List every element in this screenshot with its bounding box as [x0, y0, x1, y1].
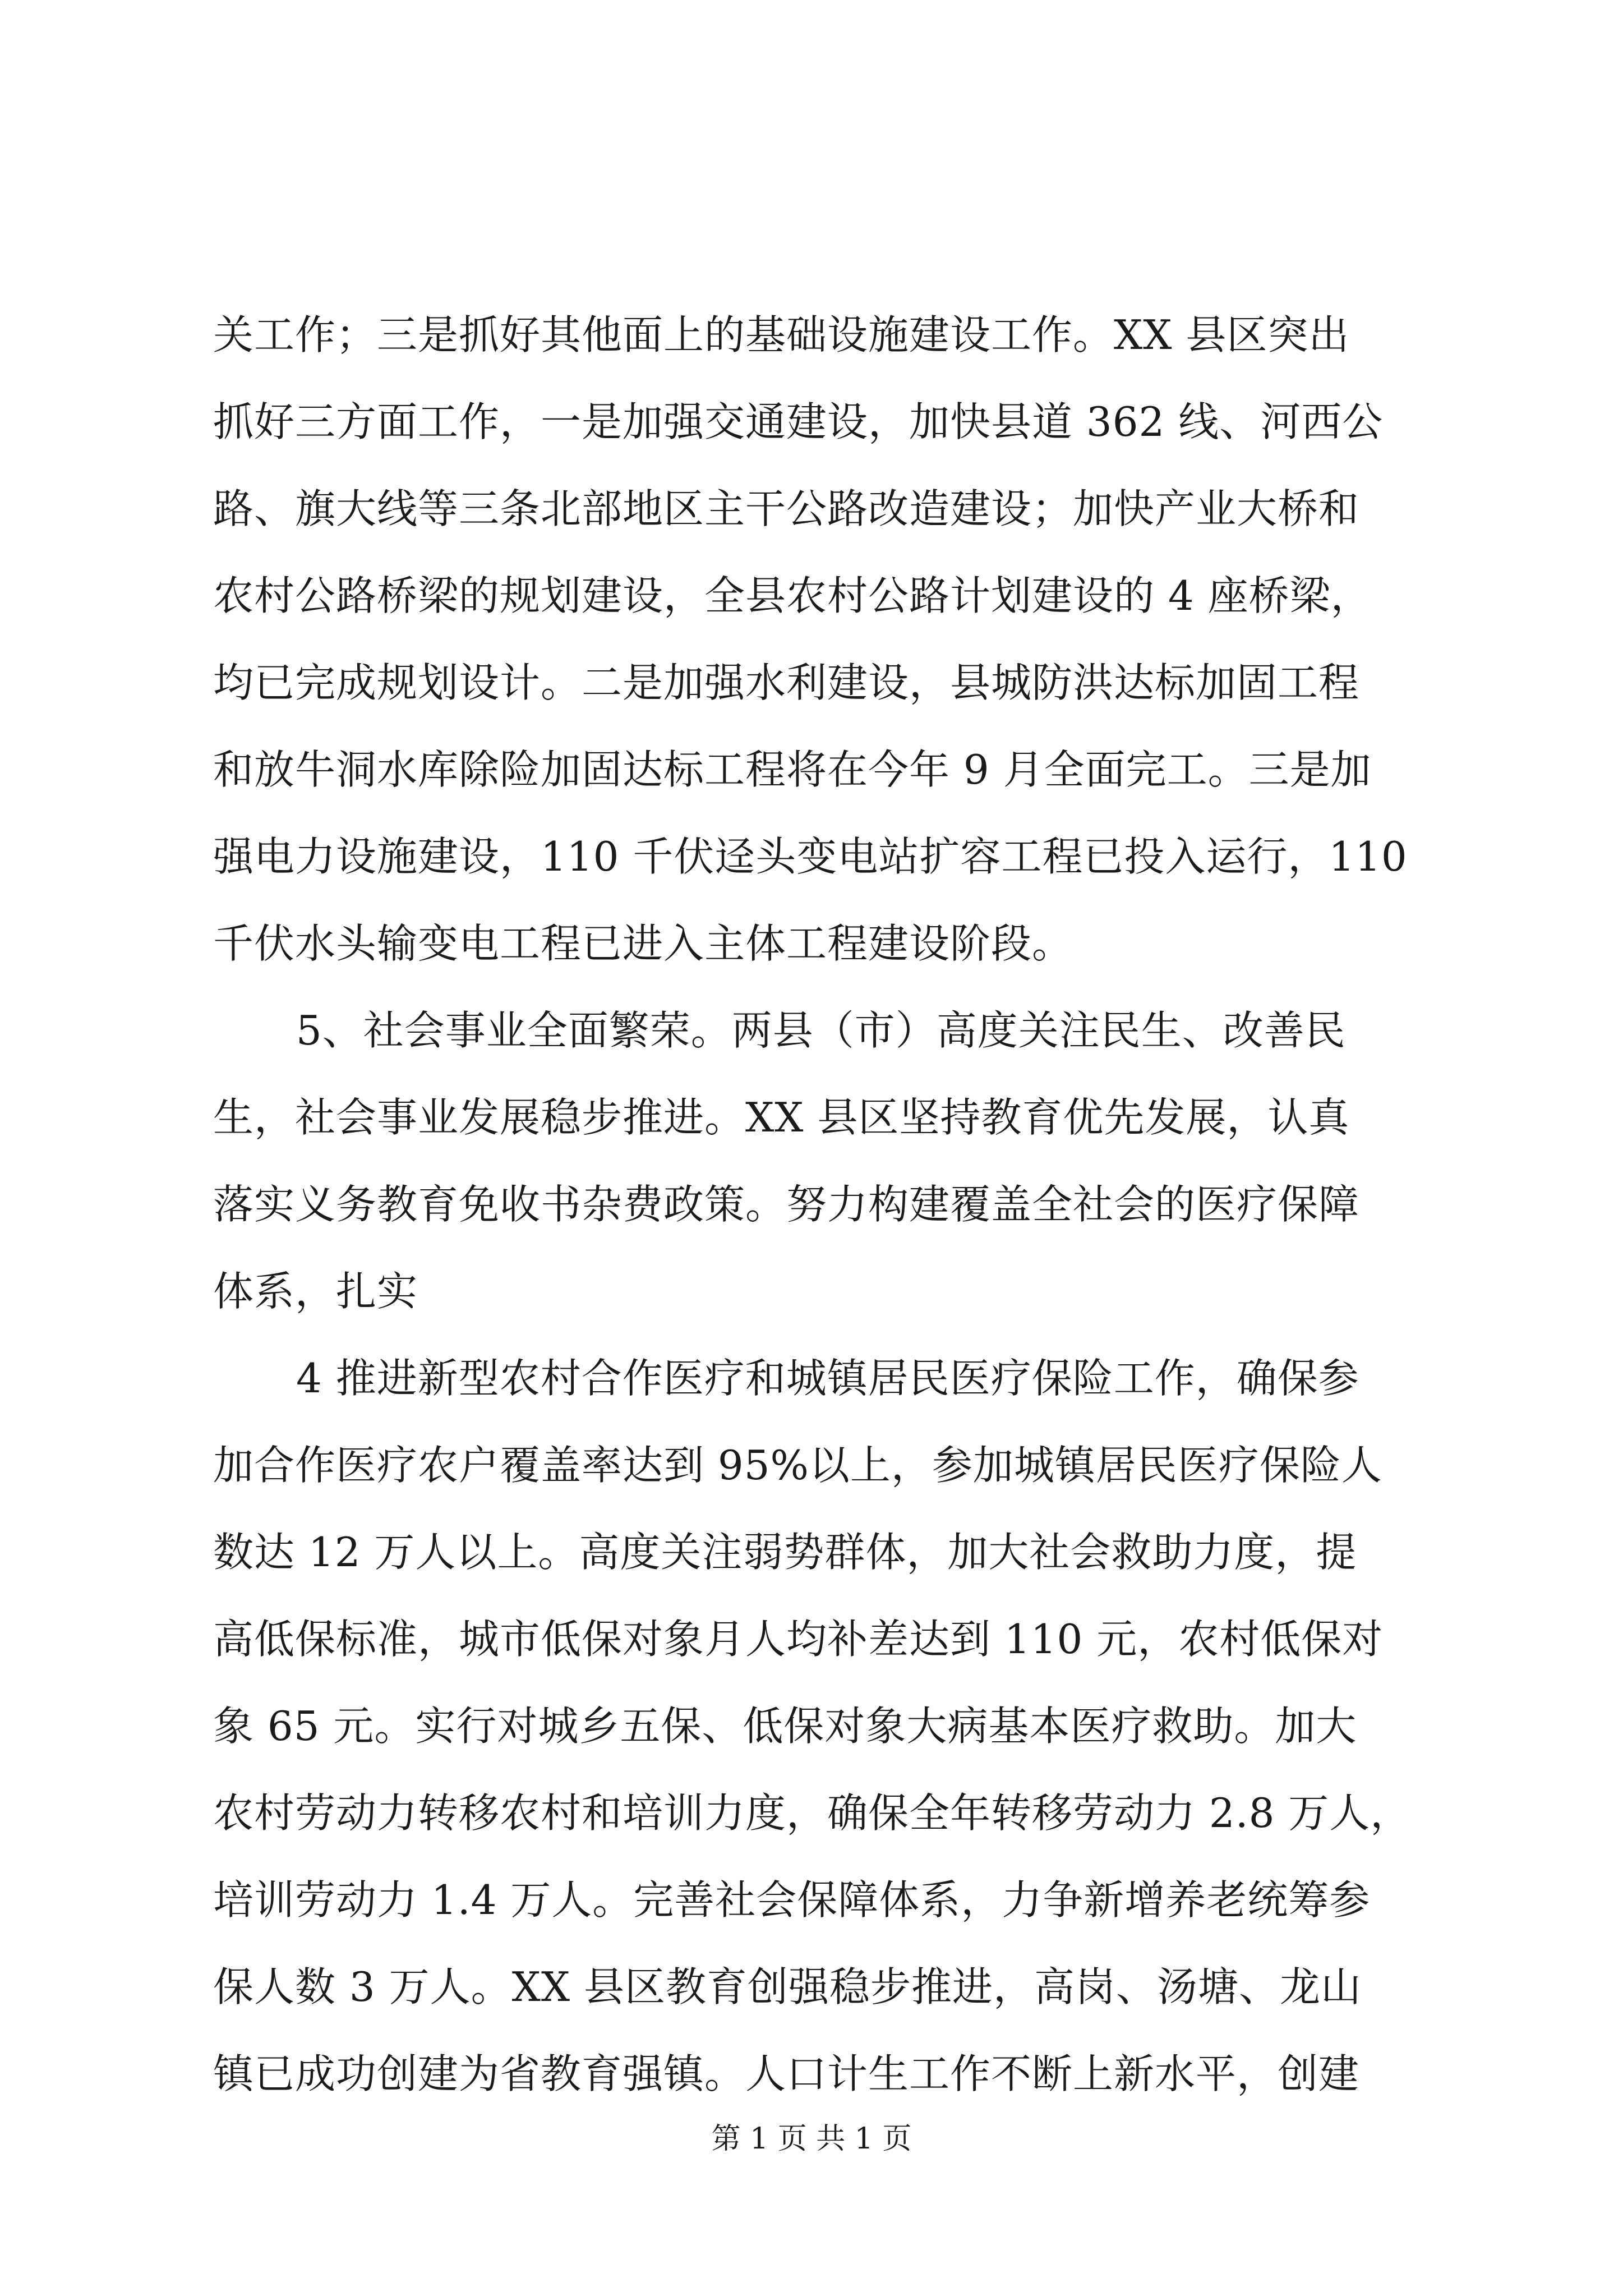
text-line: 生，社会事业发展稳步推进。XX 县区坚持教育优先发展，认真	[213, 1094, 1350, 1141]
text-line: 和放牛洞水库除险加固达标工程将在今年 9 月全面完工。三是加	[213, 746, 1372, 793]
text-line: 高低保标准，城市低保对象月人均补差达到 110 元，农村低保对	[213, 1616, 1384, 1663]
text-line: 抓好三方面工作，一是加强交通建设，加快县道 362 线、河西公	[213, 398, 1384, 445]
text-line: 加合作医疗农户覆盖率达到 95%以上，参加城镇居民医疗保险人	[213, 1442, 1382, 1489]
text-line: 落实义务教育免收书杂费政策。努力构建覆盖全社会的医疗保障	[213, 1181, 1360, 1228]
body-text	[213, 292, 1419, 2118]
text-line: 均已完成规划设计。二是加强水利建设，县城防洪达标加固工程	[213, 659, 1360, 706]
paragraph-start-line: 4 推进新型农村合作医疗和城镇居民医疗保险工作，确保参	[296, 1355, 1359, 1402]
text-line: 路、旗大线等三条北部地区主干公路改造建设；加快产业大桥和	[213, 485, 1360, 532]
text-line: 强电力设施建设，110 千伏迳头变电站扩容工程已投入运行，110	[213, 833, 1408, 880]
text-line: 镇已成功创建为省教育强镇。人口计生工作不断上新水平，创建	[213, 2050, 1360, 2097]
text-line: 农村公路桥梁的规划建设，全县农村公路计划建设的 4 座桥梁，	[213, 572, 1372, 619]
text-line: 数达 12 万人以上。高度关注弱势群体，加大社会救助力度，提	[213, 1529, 1357, 1576]
text-line: 培训劳动力 1.4 万人。完善社会保障体系，力争新增养老统筹参	[213, 1876, 1371, 1924]
text-line: 体系，扎实	[213, 1268, 418, 1315]
text-line: 农村劳动力转移农村和培训力度，确保全年转移劳动力 2.8 万人，	[213, 1789, 1412, 1837]
text-line: 千伏水头输变电工程已进入主体工程建设阶段。	[213, 920, 1073, 967]
text-line: 保人数 3 万人。XX 县区教育创强稳步推进，高岗、汤塘、龙山	[213, 1963, 1362, 2010]
page-footer: 第 1 页 共 1 页	[711, 2122, 912, 2156]
text-line: 关工作；三是抓好其他面上的基础设施建设工作。XX 县区突出	[213, 311, 1350, 358]
text-line: 象 65 元。实行对城乡五保、低保对象大病基本医疗救助。加大	[213, 1703, 1357, 1750]
paragraph-start-line: 5、社会事业全面繁荣。两县（市）高度关注民生、改善民	[296, 1007, 1346, 1054]
